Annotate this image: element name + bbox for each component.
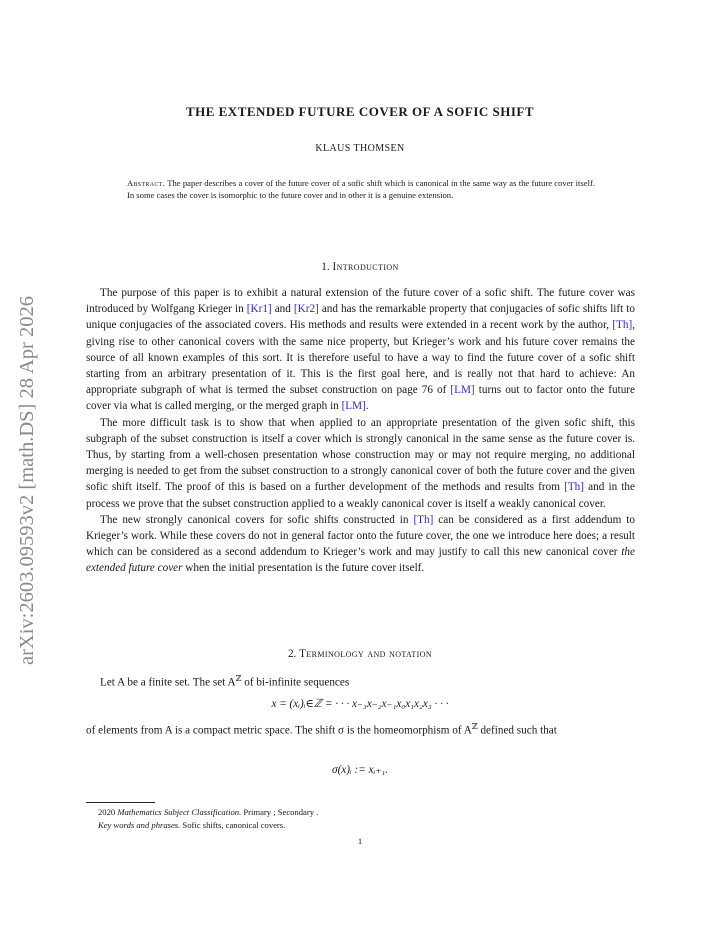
footnote-keywords [86,819,635,832]
emphasis-text: Key words and phrases. [98,819,181,830]
footnote-rule [86,802,155,803]
emphasis-text: the extended future cover [86,546,635,575]
footnote-msc [86,806,635,819]
equation-shift: σ(x)ᵢ := xᵢ₊₁. [332,764,388,776]
citation-link[interactable]: [LM] [341,400,366,413]
text-run: Primary ; Secondary . [241,807,319,817]
page-number: 1 [357,836,363,846]
abstract-label: Abstract. [127,178,166,188]
superscript: ℤ [471,722,478,731]
paragraph [86,671,635,691]
citation-link[interactable]: [Th] [564,481,584,494]
text-run: defined such that [477,724,557,737]
text-run: The new strongly canonical covers for sofic shifts constructed in [100,513,414,526]
section-2-title: Terminology and notation [299,648,433,660]
citation-link[interactable]: [Th] [413,513,434,526]
paragraph [86,415,635,512]
abstract-text: The paper describes a cover of the future cover of a sofic shift which is canonical in the same way as the future cover itself. In some cases the cover is isomorphic to the future cover and in other it is a genuine extension. [127,178,595,201]
paragraph [86,285,635,415]
abstract [127,177,595,202]
text-run: . [365,400,369,413]
paragraph [86,719,635,739]
section-2-body [86,719,635,739]
text-run: , giving rise to other canonical covers with the same nice property, but Krieger’s work and his future cover remains the source of all known examples of this sort. It is therefore useful to have a way to find the future cover of a sofic shift starting from an arbitrary presentation of it. This is the first goal here, and is really not that hard to achieve: An appropriate subgraph of what is termed the subset construction on page 76 of [86,319,635,397]
citation-link[interactable]: [LM] [450,384,475,397]
text-run: of bi-infinite sequences [241,676,350,689]
citation-link[interactable]: [Th] [612,319,633,332]
section-1-body [86,285,635,577]
paragraph [86,512,635,577]
text-run: can be considered as a first addendum to Krieger’s work. While these covers do not in general factor onto the future cover, the one we introduce here does; a result which can be considered as a second addendum to Krieger’s work and may justify to call this new canonical cover [86,513,635,559]
text-run: and in the process we prove that the subset construction applied to a weakly canonical cover is itself a weakly canonical cover. [86,481,635,510]
section-1-number: 1. [321,261,330,273]
text-run: The purpose of this paper is to exhibit a natural extension of the future cover of a sofic shift. The future cover was introduced by Wolfgang Krieger in [86,287,635,316]
arxiv-stamp-text: arXiv:2603.09593v2 [math.DS] 28 Apr 2026 [16,296,38,665]
text-run: 2020 [98,807,116,817]
paper-title: THE EXTENDED FUTURE COVER OF A SOFIC SHIFT [185,104,535,119]
equation-sequence: x = (xᵢ)ᵢ∈ℤ = · · · x₋₃x₋₂x₋₁x₀x₁x₂x₃ · · · [271,698,449,710]
emphasis-text: Mathematics Subject Classification. [117,807,242,817]
citation-link[interactable]: [Kr1] [246,303,272,316]
section-2-intro [86,671,635,691]
text-run: of elements from A is a compact metric space. The shift σ is the homeomorphism of A [86,724,472,737]
text-run: and has the remarkable property that conjugacies of sofic shifts lift to unique conjugacies of the associated covers. His methods and results were extended in a recent work by the author, [86,303,636,332]
section-1-title: Introduction [332,261,399,273]
arxiv-stamp [12,215,56,665]
text-run: The more difficult task is to show that when applied to an appropriate presentation of the given sofic shift, this subgraph of the subset construction is itself a cover which is strongly canonical in the same sense as the future cover is. Thus, by starting from a well-chosen presentation whose construction may or may not require merging, no additional merging is needed to get from the subset construction to a strongly canonical cover of both the future cover and the given sofic shift itself. The proof of this is based on a further development of the methods and results from [86,416,635,494]
text-run: and [271,303,294,316]
text-run: turns out to factor onto the future cover via what is called merging, or the merged graph in [86,384,635,413]
footnotes [86,806,635,832]
superscript: ℤ [235,674,242,683]
text-run: Let A be a finite set. The set A [100,676,236,689]
section-1-heading [0,261,720,273]
text-run: when the initial presentation is the future cover itself. [182,562,425,575]
section-2-number: 2. [287,648,297,660]
section-2-heading [0,648,720,660]
citation-link[interactable]: [Kr2] [293,303,319,316]
text-run: Sofic shifts, canonical covers. [180,819,286,830]
author-name: KLAUS THOMSEN [315,143,405,154]
